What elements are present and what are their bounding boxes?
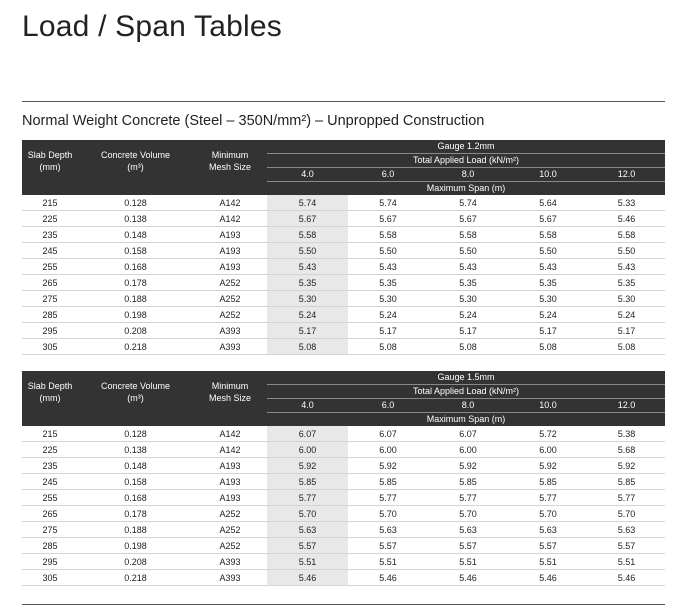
- table-cell: 5.17: [588, 323, 665, 339]
- table-cell: 5.77: [267, 490, 348, 506]
- table-cell: 5.85: [428, 474, 508, 490]
- table-cell: 6.07: [267, 426, 348, 442]
- col-header-slab-depth: [22, 140, 78, 182]
- table-cell: 6.00: [428, 442, 508, 458]
- table-cell: 5.92: [508, 458, 588, 474]
- table-cell: A193: [193, 243, 267, 259]
- table-cell: 0.138: [78, 211, 193, 227]
- table-cell: 5.85: [348, 474, 428, 490]
- table-cell: A393: [193, 339, 267, 355]
- table-cell: 5.33: [588, 195, 665, 211]
- table-cell: 5.85: [588, 474, 665, 490]
- table-row: [22, 522, 665, 538]
- load-column-header: 4.0: [267, 168, 348, 182]
- table-cell: A252: [193, 275, 267, 291]
- table-row: [22, 426, 665, 442]
- table-cell: A193: [193, 458, 267, 474]
- table-cell: 5.57: [428, 538, 508, 554]
- table-cell: 0.138: [78, 442, 193, 458]
- load-column-header: 6.0: [348, 168, 428, 182]
- table-cell: 5.24: [348, 307, 428, 323]
- title-divider: [22, 101, 665, 102]
- table-row: [22, 259, 665, 275]
- table-cell: A193: [193, 474, 267, 490]
- table-cell: 5.63: [508, 522, 588, 538]
- table-cell: 5.50: [588, 243, 665, 259]
- table-cell: 5.63: [588, 522, 665, 538]
- table-cell: 5.51: [267, 554, 348, 570]
- table-cell: 5.08: [508, 339, 588, 355]
- table-cell: 5.77: [508, 490, 588, 506]
- table-cell: 0.168: [78, 490, 193, 506]
- table-cell: 305: [22, 570, 78, 586]
- load-column-header: 8.0: [428, 399, 508, 413]
- table-cell: 215: [22, 426, 78, 442]
- total-load-label: Total Applied Load (kN/m²): [267, 154, 665, 168]
- table-cell: 0.198: [78, 538, 193, 554]
- table-row: [22, 474, 665, 490]
- load-column-header: 10.0: [508, 399, 588, 413]
- table-row: [22, 227, 665, 243]
- table-cell: 5.74: [428, 195, 508, 211]
- max-span-label: Maximum Span (m): [267, 182, 665, 196]
- gauge-label: Gauge 1.2mm: [267, 140, 665, 154]
- table-cell: 5.58: [508, 227, 588, 243]
- table-cell: 0.178: [78, 506, 193, 522]
- header-spacer: [22, 413, 267, 427]
- table-cell: A252: [193, 538, 267, 554]
- table-cell: 5.46: [428, 570, 508, 586]
- table-cell: 295: [22, 554, 78, 570]
- load-column-header: 12.0: [588, 399, 665, 413]
- table-cell: 5.43: [348, 259, 428, 275]
- table-cell: 5.57: [508, 538, 588, 554]
- table-cell: 5.67: [508, 211, 588, 227]
- table-cell: 5.24: [267, 307, 348, 323]
- table-cell: 5.70: [428, 506, 508, 522]
- table-cell: 0.168: [78, 259, 193, 275]
- table-cell: 0.218: [78, 570, 193, 586]
- col-header-concrete-volume: [78, 371, 193, 413]
- table-cell: 5.92: [588, 458, 665, 474]
- table-row: [22, 554, 665, 570]
- table-cell: 5.85: [267, 474, 348, 490]
- header-line: Concrete Volume: [100, 149, 171, 160]
- table-cell: 5.43: [267, 259, 348, 275]
- header-line: Concrete Volume: [100, 380, 171, 391]
- table-cell: 245: [22, 474, 78, 490]
- table-cell: 5.57: [588, 538, 665, 554]
- table-cell: 5.35: [508, 275, 588, 291]
- table-cell: 5.50: [348, 243, 428, 259]
- table-cell: 5.46: [508, 570, 588, 586]
- page-title: Load / Span Tables: [22, 10, 282, 43]
- table-cell: 5.08: [588, 339, 665, 355]
- table-cell: 5.74: [348, 195, 428, 211]
- table-cell: 5.43: [428, 259, 508, 275]
- table-cell: 0.188: [78, 522, 193, 538]
- table-cell: 5.43: [588, 259, 665, 275]
- table-cell: 6.00: [508, 442, 588, 458]
- table-cell: 0.148: [78, 458, 193, 474]
- table-cell: 0.208: [78, 323, 193, 339]
- table-cell: 5.58: [428, 227, 508, 243]
- table-cell: 265: [22, 506, 78, 522]
- header-line: (m³): [127, 161, 144, 172]
- max-span-label: Maximum Span (m): [267, 413, 665, 427]
- table-cell: 5.51: [508, 554, 588, 570]
- table-row: [22, 243, 665, 259]
- table-cell: 5.43: [508, 259, 588, 275]
- table-cell: 5.57: [267, 538, 348, 554]
- table-cell: 5.70: [267, 506, 348, 522]
- table-cell: 5.24: [588, 307, 665, 323]
- table-cell: A142: [193, 211, 267, 227]
- table-cell: 235: [22, 458, 78, 474]
- table-cell: 6.07: [428, 426, 508, 442]
- table-cell: 5.17: [267, 323, 348, 339]
- header-line: Minimum: [211, 149, 249, 160]
- table-cell: 5.51: [428, 554, 508, 570]
- table-cell: 5.68: [588, 442, 665, 458]
- table-cell: 305: [22, 339, 78, 355]
- table-row: [22, 211, 665, 227]
- table-row: [22, 339, 665, 355]
- table-cell: 5.64: [508, 195, 588, 211]
- table-cell: A252: [193, 522, 267, 538]
- col-header-mesh-size: [193, 371, 267, 413]
- table-cell: 5.08: [428, 339, 508, 355]
- table-cell: 5.08: [267, 339, 348, 355]
- table-cell: 225: [22, 211, 78, 227]
- table-cell: 5.17: [348, 323, 428, 339]
- table-cell: 5.46: [588, 570, 665, 586]
- col-header-mesh-size: [193, 140, 267, 182]
- table-cell: 245: [22, 243, 78, 259]
- table-cell: A193: [193, 490, 267, 506]
- table-cell: 5.92: [348, 458, 428, 474]
- header-line: Slab Depth: [27, 149, 73, 160]
- table-cell: 5.35: [348, 275, 428, 291]
- bottom-divider: [22, 604, 665, 605]
- load-column-header: 6.0: [348, 399, 428, 413]
- table-row: [22, 538, 665, 554]
- header-line: Slab Depth: [27, 380, 73, 391]
- table-cell: A252: [193, 506, 267, 522]
- table-cell: 215: [22, 195, 78, 211]
- table-cell: 5.30: [267, 291, 348, 307]
- table-cell: 5.24: [428, 307, 508, 323]
- table-row: [22, 323, 665, 339]
- table-cell: A142: [193, 442, 267, 458]
- table-cell: 0.128: [78, 426, 193, 442]
- table-cell: 6.00: [348, 442, 428, 458]
- table-row: [22, 291, 665, 307]
- table-cell: 0.198: [78, 307, 193, 323]
- table-cell: A393: [193, 323, 267, 339]
- table-cell: 5.30: [348, 291, 428, 307]
- table-cell: 6.07: [348, 426, 428, 442]
- table-cell: 0.148: [78, 227, 193, 243]
- table-cell: 5.24: [508, 307, 588, 323]
- table-cell: 5.17: [428, 323, 508, 339]
- table-row: [22, 442, 665, 458]
- table-cell: 5.46: [348, 570, 428, 586]
- table-cell: 5.30: [588, 291, 665, 307]
- header-line: Mesh Size: [208, 392, 252, 403]
- table-cell: 5.70: [588, 506, 665, 522]
- header-line: Minimum: [211, 380, 249, 391]
- table-row: [22, 458, 665, 474]
- table-cell: 0.208: [78, 554, 193, 570]
- table-cell: A252: [193, 291, 267, 307]
- table-cell: 275: [22, 522, 78, 538]
- table-cell: 5.35: [267, 275, 348, 291]
- gauge-label: Gauge 1.5mm: [267, 371, 665, 385]
- table-cell: 5.63: [428, 522, 508, 538]
- table-cell: 5.67: [348, 211, 428, 227]
- table-cell: A393: [193, 554, 267, 570]
- table-cell: 5.74: [267, 195, 348, 211]
- header-line: Mesh Size: [208, 161, 252, 172]
- table-cell: 0.188: [78, 291, 193, 307]
- table-cell: A193: [193, 227, 267, 243]
- table-cell: 0.158: [78, 474, 193, 490]
- table-cell: 5.92: [267, 458, 348, 474]
- table-cell: 5.46: [267, 570, 348, 586]
- table-cell: 0.158: [78, 243, 193, 259]
- table-cell: 5.77: [428, 490, 508, 506]
- table-cell: 5.77: [348, 490, 428, 506]
- table-cell: A393: [193, 570, 267, 586]
- table-row: [22, 195, 665, 211]
- table-cell: 5.51: [588, 554, 665, 570]
- table-cell: 255: [22, 490, 78, 506]
- table-cell: 255: [22, 259, 78, 275]
- table-cell: 285: [22, 538, 78, 554]
- table-cell: 5.70: [508, 506, 588, 522]
- table-cell: 5.85: [508, 474, 588, 490]
- header-line: (m³): [127, 392, 144, 403]
- table-cell: 0.218: [78, 339, 193, 355]
- col-header-concrete-volume: [78, 140, 193, 182]
- table-cell: 5.77: [588, 490, 665, 506]
- load-column-header: 12.0: [588, 168, 665, 182]
- table-row: [22, 490, 665, 506]
- table-cell: 5.58: [348, 227, 428, 243]
- load-span-table-gauge-1-5: [22, 371, 665, 586]
- table-cell: 5.50: [428, 243, 508, 259]
- header-line: (mm): [39, 392, 61, 403]
- table-cell: A142: [193, 195, 267, 211]
- table-cell: 5.67: [267, 211, 348, 227]
- table-cell: 5.17: [508, 323, 588, 339]
- table-row: [22, 570, 665, 586]
- table-cell: 225: [22, 442, 78, 458]
- table-cell: A252: [193, 307, 267, 323]
- table-cell: 0.178: [78, 275, 193, 291]
- header-spacer: [22, 182, 267, 196]
- load-column-header: 8.0: [428, 168, 508, 182]
- col-header-slab-depth: [22, 371, 78, 413]
- table-cell: 5.67: [428, 211, 508, 227]
- table-cell: 5.30: [508, 291, 588, 307]
- load-column-header: 10.0: [508, 168, 588, 182]
- load-span-table-gauge-1-2: [22, 140, 665, 355]
- table-cell: 0.128: [78, 195, 193, 211]
- table-cell: 5.38: [588, 426, 665, 442]
- table-cell: 5.92: [428, 458, 508, 474]
- table-cell: 5.30: [428, 291, 508, 307]
- table-cell: 5.50: [508, 243, 588, 259]
- table-cell: A193: [193, 259, 267, 275]
- table-cell: A142: [193, 426, 267, 442]
- table-cell: 275: [22, 291, 78, 307]
- total-load-label: Total Applied Load (kN/m²): [267, 385, 665, 399]
- section-title: Normal Weight Concrete (Steel – 350N/mm²) – Unpropped Construction: [22, 113, 485, 129]
- table-cell: 5.72: [508, 426, 588, 442]
- table-cell: 5.70: [348, 506, 428, 522]
- table-cell: 265: [22, 275, 78, 291]
- table-cell: 285: [22, 307, 78, 323]
- load-column-header: 4.0: [267, 399, 348, 413]
- table-cell: 5.63: [348, 522, 428, 538]
- table-cell: 5.35: [588, 275, 665, 291]
- table-cell: 5.46: [588, 211, 665, 227]
- table-cell: 5.35: [428, 275, 508, 291]
- table-row: [22, 307, 665, 323]
- table-cell: 5.57: [348, 538, 428, 554]
- table-cell: 5.58: [588, 227, 665, 243]
- table-cell: 5.51: [348, 554, 428, 570]
- table-cell: 6.00: [267, 442, 348, 458]
- table-cell: 5.08: [348, 339, 428, 355]
- table-cell: 5.63: [267, 522, 348, 538]
- table-row: [22, 275, 665, 291]
- table-row: [22, 506, 665, 522]
- table-cell: 235: [22, 227, 78, 243]
- table-cell: 295: [22, 323, 78, 339]
- table-cell: 5.50: [267, 243, 348, 259]
- header-line: (mm): [39, 161, 61, 172]
- table-cell: 5.58: [267, 227, 348, 243]
